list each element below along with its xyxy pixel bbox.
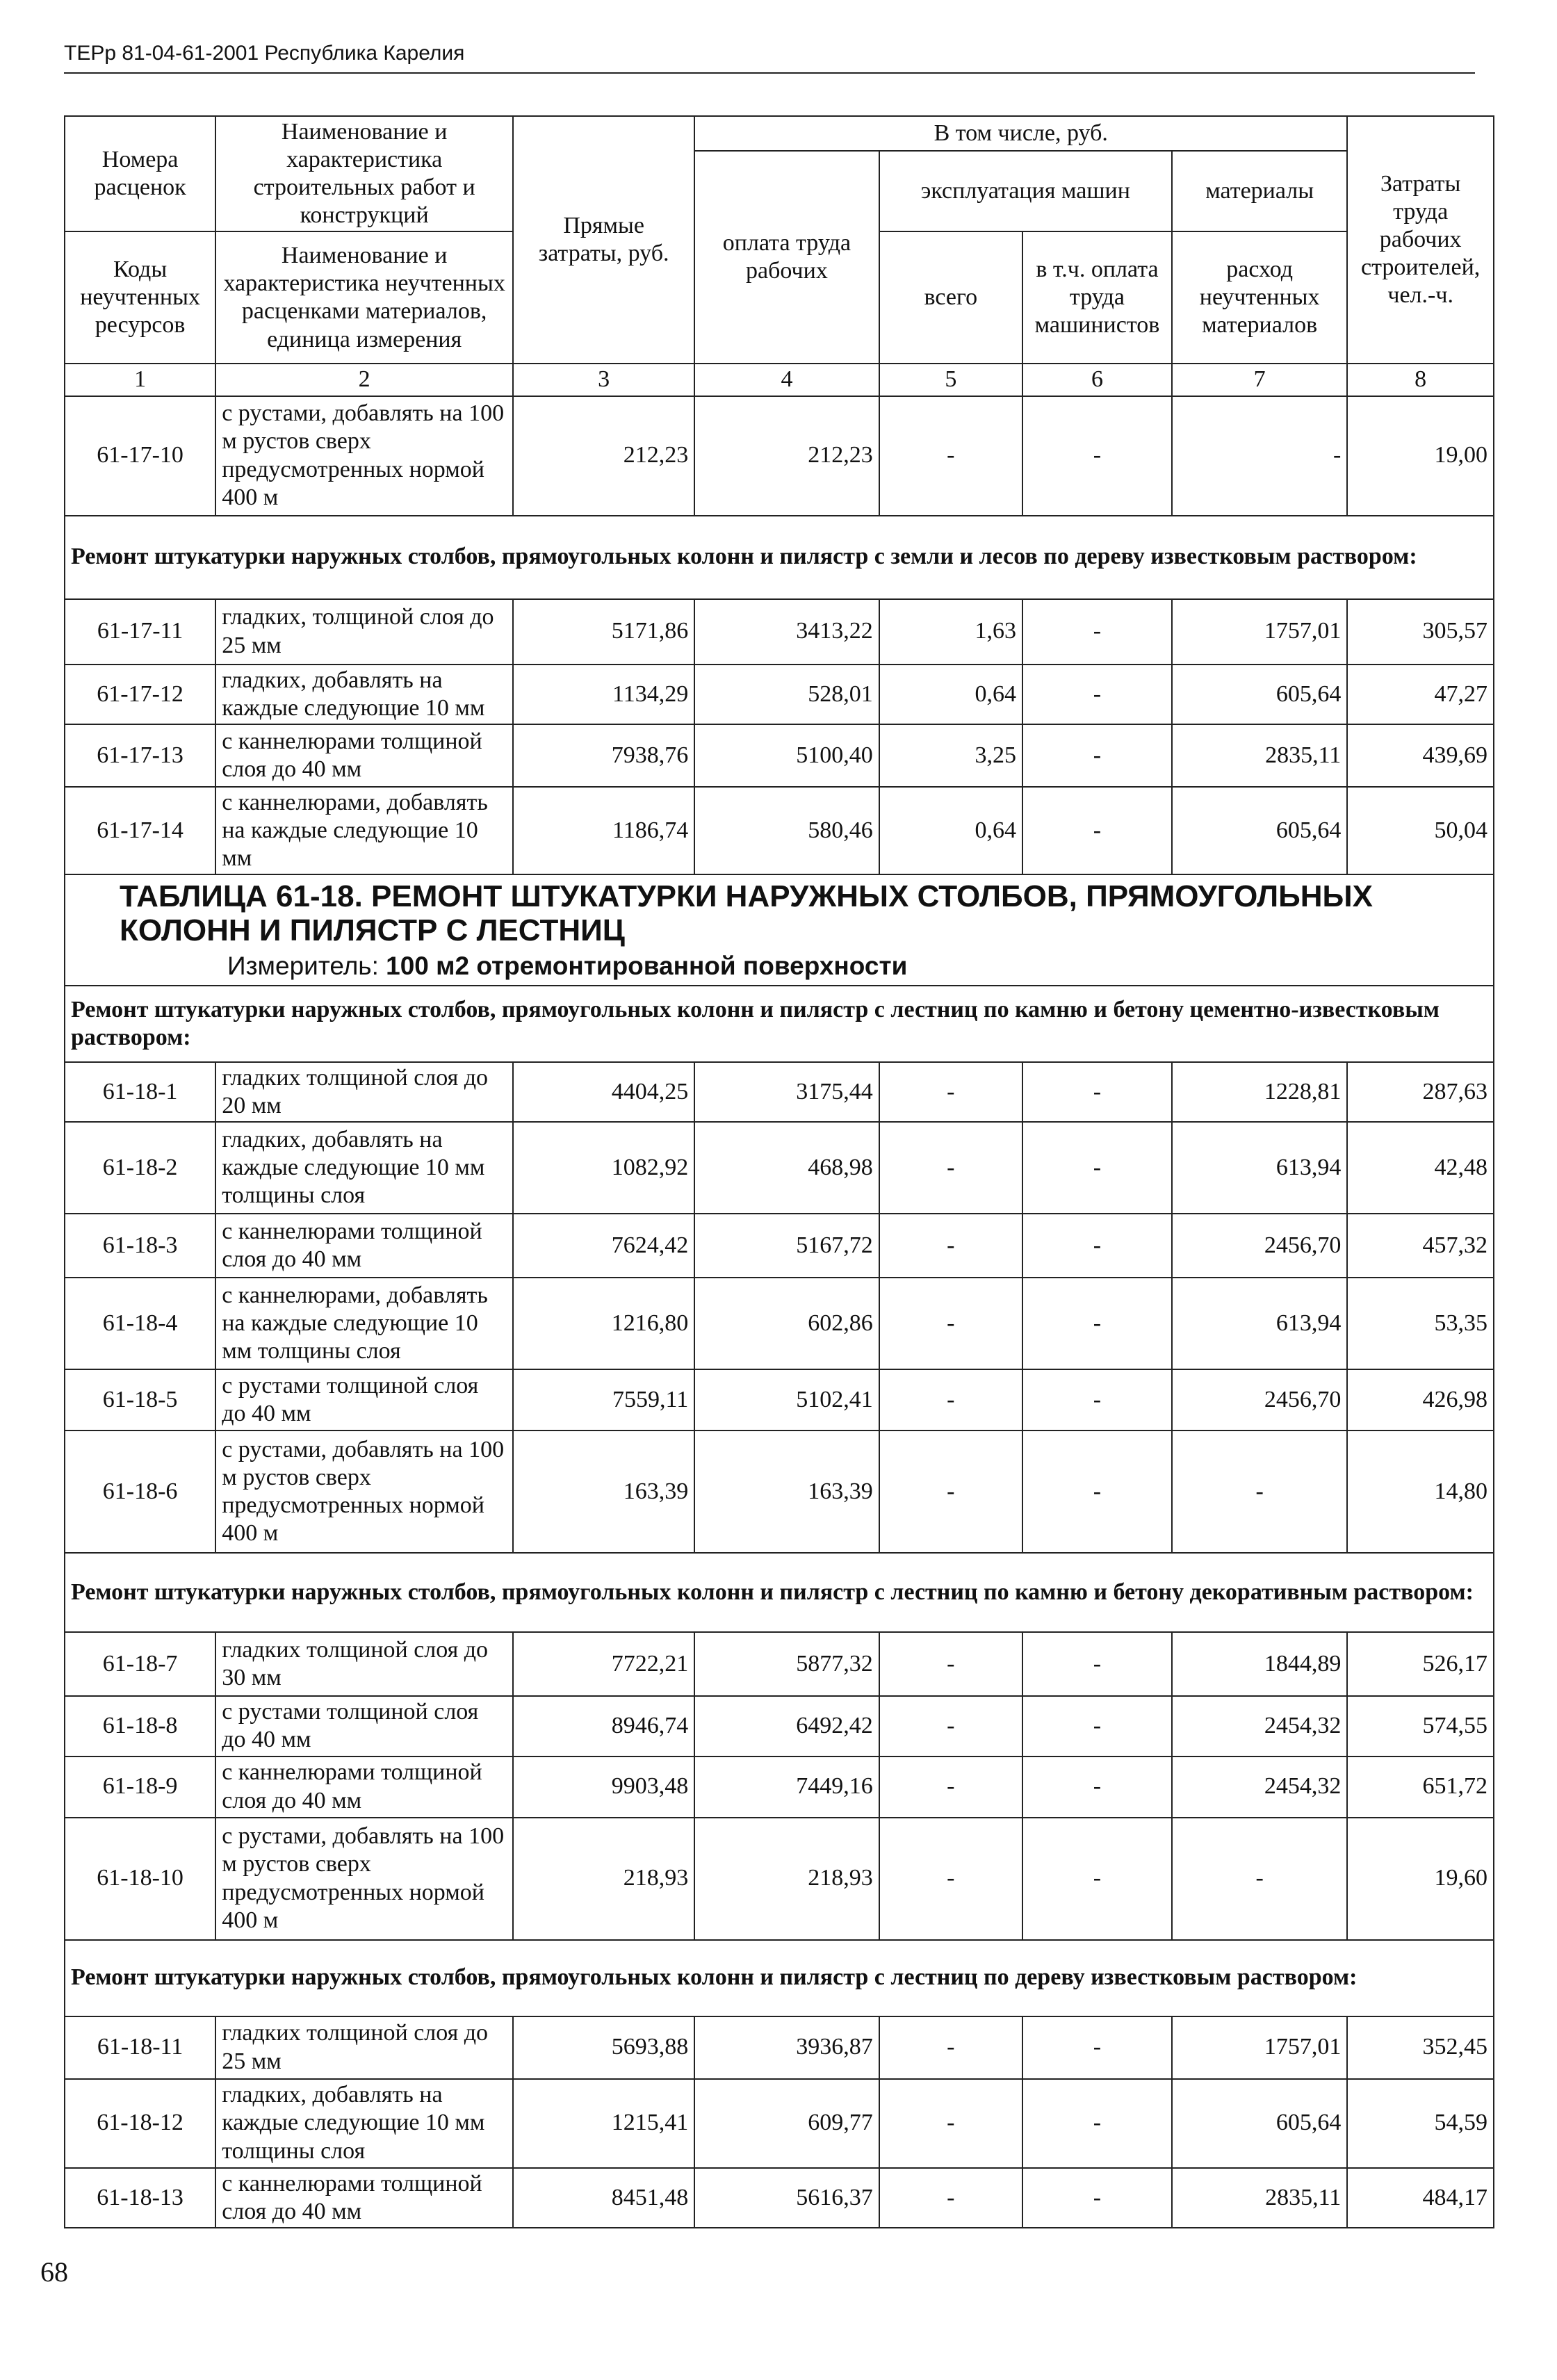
section-heading — [65, 516, 1494, 599]
col-header-including: В том числе, руб. — [694, 116, 1347, 151]
column-number: 3 — [513, 364, 694, 396]
table-measure — [71, 951, 1487, 981]
rate-code: 61-18-11 — [65, 2016, 215, 2079]
machines-total: - — [879, 1278, 1022, 1369]
operator-pay: - — [1022, 1369, 1172, 1431]
machines-total: - — [879, 1122, 1022, 1214]
labor-hours: 14,80 — [1347, 1431, 1494, 1553]
running-header: ТЕРр 81-04-61-2001 Республика Карелия — [64, 42, 1475, 74]
labor-hours: 287,63 — [1347, 1062, 1494, 1122]
worker-pay: 468,98 — [694, 1122, 879, 1214]
rate-description: с рустами, добавлять на 100 м рустов сверх предусмотренных нормой 400 м — [215, 1818, 513, 1940]
worker-pay: 3936,87 — [694, 2016, 879, 2079]
machines-total: - — [879, 1062, 1022, 1122]
column-number: 1 — [65, 364, 215, 396]
table-row — [65, 1431, 1494, 1553]
operator-pay: - — [1022, 787, 1172, 874]
material-usage: - — [1172, 1431, 1347, 1553]
col-header-worker-pay: оплата труда рабочих — [694, 151, 879, 364]
rate-description: гладких, добавлять на каждые следующие 10 мм — [215, 665, 513, 724]
machines-total: - — [879, 1369, 1022, 1431]
material-usage: 2456,70 — [1172, 1214, 1347, 1278]
column-number: 8 — [1347, 364, 1494, 396]
operator-pay: - — [1022, 2079, 1172, 2168]
machines-total: 0,64 — [879, 787, 1022, 874]
material-usage: 613,94 — [1172, 1122, 1347, 1214]
worker-pay: 580,46 — [694, 787, 879, 874]
direct-costs: 9903,48 — [513, 1757, 694, 1818]
table-row — [65, 1757, 1494, 1818]
section-heading-text: Ремонт штукатурки наружных столбов, прямоугольных колонн и пилястр с лестниц по камню и бетону цементно-известковым раствором: — [71, 996, 1440, 1051]
table-row — [65, 2079, 1494, 2168]
rate-code: 61-17-12 — [65, 665, 215, 724]
operator-pay: - — [1022, 724, 1172, 787]
table-row — [65, 724, 1494, 787]
worker-pay: 602,86 — [694, 1278, 879, 1369]
column-number: 2 — [215, 364, 513, 396]
operator-pay: - — [1022, 1122, 1172, 1214]
col-header-resource-codes: Коды неучтенных ресурсов — [65, 231, 215, 364]
table-row — [65, 1062, 1494, 1122]
price-table — [64, 115, 1494, 2228]
machines-total: - — [879, 1696, 1022, 1756]
direct-costs: 7938,76 — [513, 724, 694, 787]
material-usage: 2835,11 — [1172, 2168, 1347, 2228]
labor-hours: 651,72 — [1347, 1757, 1494, 1818]
rate-code: 61-18-1 — [65, 1062, 215, 1122]
rate-description: с каннелюрами, добавлять на каждые следующие 10 мм толщины слоя — [215, 1278, 513, 1369]
machines-total: - — [879, 1757, 1022, 1818]
machines-total: 3,25 — [879, 724, 1022, 787]
table-row — [65, 665, 1494, 724]
worker-pay: 5616,37 — [694, 2168, 879, 2228]
operator-pay: - — [1022, 665, 1172, 724]
direct-costs: 1216,80 — [513, 1278, 694, 1369]
table-row — [65, 2168, 1494, 2228]
labor-hours: 439,69 — [1347, 724, 1494, 787]
direct-costs: 212,23 — [513, 396, 694, 516]
col-header-machines: эксплуатация машин — [879, 151, 1172, 231]
rate-code: 61-18-5 — [65, 1369, 215, 1431]
operator-pay: - — [1022, 1632, 1172, 1696]
operator-pay: - — [1022, 2016, 1172, 2079]
column-number: 4 — [694, 364, 879, 396]
table-row — [65, 1278, 1494, 1369]
col-header-materials: материалы — [1172, 151, 1347, 231]
table-row — [65, 1696, 1494, 1756]
worker-pay: 5102,41 — [694, 1369, 879, 1431]
col-header-machines-total: всего — [879, 231, 1022, 364]
direct-costs: 8451,48 — [513, 2168, 694, 2228]
worker-pay: 5167,72 — [694, 1214, 879, 1278]
material-usage: 613,94 — [1172, 1278, 1347, 1369]
rate-description: с рустами, добавлять на 100 м рустов сверх предусмотренных нормой 400 м — [215, 396, 513, 516]
table-row — [65, 396, 1494, 516]
labor-hours: 50,04 — [1347, 787, 1494, 874]
machines-total: - — [879, 2168, 1022, 2228]
worker-pay: 3175,44 — [694, 1062, 879, 1122]
labor-hours: 42,48 — [1347, 1122, 1494, 1214]
labor-hours: 19,60 — [1347, 1818, 1494, 1940]
operator-pay: - — [1022, 2168, 1172, 2228]
rate-description: с каннелюрами толщиной слоя до 40 мм — [215, 724, 513, 787]
worker-pay: 609,77 — [694, 2079, 879, 2168]
material-usage: 1228,81 — [1172, 1062, 1347, 1122]
rate-description: с каннелюрами толщиной слоя до 40 мм — [215, 1757, 513, 1818]
direct-costs: 5171,86 — [513, 599, 694, 665]
rate-code: 61-18-4 — [65, 1278, 215, 1369]
rate-code: 61-18-10 — [65, 1818, 215, 1940]
table-row — [65, 1818, 1494, 1940]
rate-description: с рустами толщиной слоя до 40 мм — [215, 1369, 513, 1431]
rate-code: 61-18-3 — [65, 1214, 215, 1278]
machines-total: 0,64 — [879, 665, 1022, 724]
material-usage: 2456,70 — [1172, 1369, 1347, 1431]
section-heading — [65, 1940, 1494, 2016]
section-heading — [65, 1553, 1494, 1632]
rate-description: с рустами толщиной слоя до 40 мм — [215, 1696, 513, 1756]
col-header-material-name: Наименование и характеристика неучтенных расценками материалов, единица измерения — [215, 231, 513, 364]
operator-pay: - — [1022, 1818, 1172, 1940]
table-row — [65, 787, 1494, 874]
table-title-block — [65, 874, 1494, 986]
direct-costs: 7559,11 — [513, 1369, 694, 1431]
material-usage: 1757,01 — [1172, 599, 1347, 665]
operator-pay: - — [1022, 1278, 1172, 1369]
rate-description: гладких толщиной слоя до 25 мм — [215, 2016, 513, 2079]
col-header-operator-pay: в т.ч. оплата труда машинистов — [1022, 231, 1172, 364]
machines-total: - — [879, 396, 1022, 516]
direct-costs: 5693,88 — [513, 2016, 694, 2079]
material-usage: 1844,89 — [1172, 1632, 1347, 1696]
machines-total: - — [879, 2016, 1022, 2079]
material-usage: 2835,11 — [1172, 724, 1347, 787]
material-usage: 605,64 — [1172, 665, 1347, 724]
rate-code: 61-18-6 — [65, 1431, 215, 1553]
worker-pay: 528,01 — [694, 665, 879, 724]
labor-hours: 53,35 — [1347, 1278, 1494, 1369]
worker-pay: 3413,22 — [694, 599, 879, 665]
worker-pay: 218,93 — [694, 1818, 879, 1940]
worker-pay: 5100,40 — [694, 724, 879, 787]
table-row — [65, 1632, 1494, 1696]
measure-label: Измеритель: — [227, 951, 379, 980]
machines-total: - — [879, 2079, 1022, 2168]
operator-pay: - — [1022, 599, 1172, 665]
rate-code: 61-18-12 — [65, 2079, 215, 2168]
labor-hours: 305,57 — [1347, 599, 1494, 665]
operator-pay: - — [1022, 1431, 1172, 1553]
section-heading-text: Ремонт штукатурки наружных столбов, прямоугольных колонн и пилястр с земли и лесов по дереву известковым раствором: — [71, 544, 1417, 570]
worker-pay: 6492,42 — [694, 1696, 879, 1756]
machines-total: - — [879, 1632, 1022, 1696]
operator-pay: - — [1022, 396, 1172, 516]
material-usage: - — [1172, 1818, 1347, 1940]
section-heading-text: Ремонт штукатурки наружных столбов, прямоугольных колонн и пилястр с лестниц по дереву известковым раствором: — [71, 1964, 1358, 1991]
col-header-work-name: Наименование и характеристика строительных работ и конструкций — [215, 116, 513, 231]
machines-total: - — [879, 1431, 1022, 1553]
rate-code: 61-17-11 — [65, 599, 215, 665]
measure-value: 100 м2 отремонтированной поверхности — [386, 951, 908, 980]
col-header-labor-hours: Затраты труда рабочих строителей, чел.-ч. — [1347, 116, 1494, 364]
worker-pay: 7449,16 — [694, 1757, 879, 1818]
rate-description: с рустами, добавлять на 100 м рустов сверх предусмотренных нормой 400 м — [215, 1431, 513, 1553]
column-number: 6 — [1022, 364, 1172, 396]
rate-description: с каннелюрами толщиной слоя до 40 мм — [215, 2168, 513, 2228]
direct-costs: 1134,29 — [513, 665, 694, 724]
column-number: 7 — [1172, 364, 1347, 396]
direct-costs: 8946,74 — [513, 1696, 694, 1756]
material-usage: 605,64 — [1172, 787, 1347, 874]
worker-pay: 5877,32 — [694, 1632, 879, 1696]
section-heading — [65, 986, 1494, 1062]
material-usage: 1757,01 — [1172, 2016, 1347, 2079]
operator-pay: - — [1022, 1696, 1172, 1756]
direct-costs: 218,93 — [513, 1818, 694, 1940]
machines-total: - — [879, 1818, 1022, 1940]
material-usage: - — [1172, 396, 1347, 516]
rate-description: гладких, добавлять на каждые следующие 10 мм толщины слоя — [215, 1122, 513, 1214]
operator-pay: - — [1022, 1062, 1172, 1122]
operator-pay: - — [1022, 1214, 1172, 1278]
rate-description: гладких, добавлять на каждые следующие 10 мм толщины слоя — [215, 2079, 513, 2168]
section-heading-text: Ремонт штукатурки наружных столбов, прямоугольных колонн и пилястр с лестниц по камню и бетону декоративным раствором: — [71, 1579, 1474, 1606]
labor-hours: 352,45 — [1347, 2016, 1494, 2079]
worker-pay: 212,23 — [694, 396, 879, 516]
table-row — [65, 1214, 1494, 1278]
rate-code: 61-17-13 — [65, 724, 215, 787]
machines-total: 1,63 — [879, 599, 1022, 665]
column-number: 5 — [879, 364, 1022, 396]
direct-costs: 7722,21 — [513, 1632, 694, 1696]
direct-costs: 1082,92 — [513, 1122, 694, 1214]
rate-code: 61-18-7 — [65, 1632, 215, 1696]
rate-description: с каннелюрами, добавлять на каждые следующие 10 мм — [215, 787, 513, 874]
direct-costs: 1215,41 — [513, 2079, 694, 2168]
table-row — [65, 2016, 1494, 2079]
labor-hours: 54,59 — [1347, 2079, 1494, 2168]
col-header-material-usage: расход неучтенных материалов — [1172, 231, 1347, 364]
rate-code: 61-18-8 — [65, 1696, 215, 1756]
col-header-rate-numbers: Номера расценок — [65, 116, 215, 231]
rate-code: 61-17-14 — [65, 787, 215, 874]
rate-code: 61-18-9 — [65, 1757, 215, 1818]
rate-description: гладких, толщиной слоя до 25 мм — [215, 599, 513, 665]
table-row — [65, 599, 1494, 665]
labor-hours: 426,98 — [1347, 1369, 1494, 1431]
direct-costs: 1186,74 — [513, 787, 694, 874]
worker-pay: 163,39 — [694, 1431, 879, 1553]
labor-hours: 484,17 — [1347, 2168, 1494, 2228]
direct-costs: 4404,25 — [513, 1062, 694, 1122]
rate-description: с каннелюрами толщиной слоя до 40 мм — [215, 1214, 513, 1278]
labor-hours: 19,00 — [1347, 396, 1494, 516]
labor-hours: 574,55 — [1347, 1696, 1494, 1756]
rate-description: гладких толщиной слоя до 20 мм — [215, 1062, 513, 1122]
table-row — [65, 1369, 1494, 1431]
material-usage: 605,64 — [1172, 2079, 1347, 2168]
material-usage: 2454,32 — [1172, 1696, 1347, 1756]
table-title: ТАБЛИЦА 61-18. РЕМОНТ ШТУКАТУРКИ НАРУЖНЫХ СТОЛБОВ, ПРЯМОУГОЛЬНЫХ КОЛОНН И ПИЛЯСТР С ЛЕСТНИЦ — [120, 879, 1373, 948]
direct-costs: 7624,42 — [513, 1214, 694, 1278]
material-usage: 2454,32 — [1172, 1757, 1347, 1818]
rate-code: 61-17-10 — [65, 396, 215, 516]
table-row — [65, 1122, 1494, 1214]
labor-hours: 457,32 — [1347, 1214, 1494, 1278]
rate-code: 61-18-2 — [65, 1122, 215, 1214]
rate-description: гладких толщиной слоя до 30 мм — [215, 1632, 513, 1696]
labor-hours: 526,17 — [1347, 1632, 1494, 1696]
labor-hours: 47,27 — [1347, 665, 1494, 724]
machines-total: - — [879, 1214, 1022, 1278]
operator-pay: - — [1022, 1757, 1172, 1818]
rate-code: 61-18-13 — [65, 2168, 215, 2228]
col-header-direct-costs: Прямые затраты, руб. — [513, 116, 694, 364]
page-number: 68 — [40, 2256, 68, 2288]
direct-costs: 163,39 — [513, 1431, 694, 1553]
